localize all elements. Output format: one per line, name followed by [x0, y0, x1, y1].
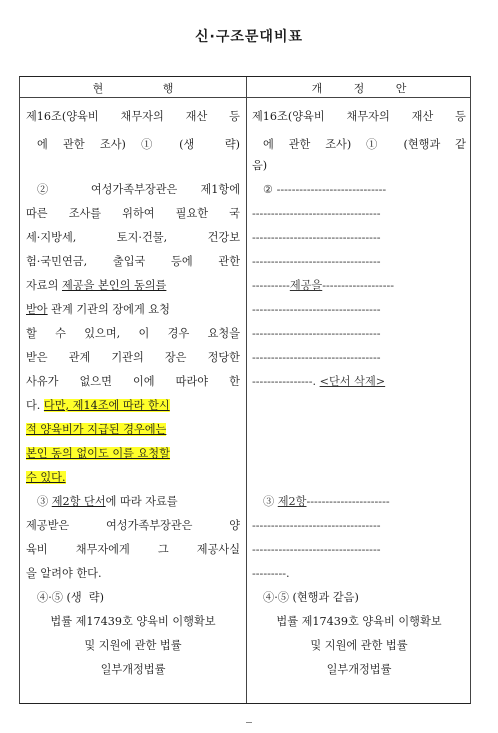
current-text: 에 따라 자료를: [105, 495, 178, 508]
revised-line: ---------.: [252, 567, 290, 580]
revised-line: ----------------------------------: [252, 327, 381, 340]
underlined-text: 제2항 단서: [51, 495, 106, 508]
underlined-text: 제2항: [277, 495, 307, 508]
current-line: 및 지원에 관한 법률: [84, 639, 182, 652]
revised-line: 음): [252, 159, 268, 172]
highlighted-text: 본인 동의 없이도 이를 요청할: [26, 447, 170, 460]
highlighted-text: 적 양육비가 지급된 경우에는: [26, 423, 167, 436]
current-line: ④·⑤ (생 략): [37, 591, 104, 604]
comparison-table: [19, 76, 471, 704]
revised-line: 에 관한 조사) ① (현행과 같: [263, 138, 466, 151]
current-line: 따른 조사를 위하여 필요한 국: [26, 207, 240, 220]
current-line: 을 알려야 한다.: [26, 567, 102, 580]
revised-line: 제16조(양육비 채무자의 재산 등: [252, 110, 466, 123]
current-line: [26, 471, 240, 485]
header-rule: [20, 97, 470, 98]
revised-line: 법률 제17439호 양육비 이행확보: [276, 615, 442, 628]
underlined-text: 제공을 본인의 동의를: [61, 279, 167, 292]
header-current: 현 행: [92, 82, 202, 95]
revised-text: ③: [263, 495, 278, 508]
current-line: 에 관한 조사) ① (생 략): [37, 138, 240, 151]
revised-line: ----------------------------------: [252, 255, 381, 268]
current-line: 험·국민연금, 출입국 등에 관한: [26, 255, 240, 268]
current-line: 제공받은 여성가족부장관은 양: [26, 519, 240, 532]
revised-line: ----------------------------------: [252, 543, 381, 556]
current-line: 사유가 없으면 이에 따라야 한: [26, 375, 240, 388]
header-revised: 개 정 안: [311, 82, 421, 95]
current-line: 일부개정법률: [100, 663, 166, 676]
revised-text: -------------------: [322, 279, 395, 292]
current-line: [26, 423, 240, 437]
underlined-text: 받아: [26, 303, 48, 316]
revised-line: 및 지원에 관한 법률: [310, 639, 408, 652]
revised-line: ----------------------------------: [252, 303, 381, 316]
revised-line: 일부개정법률: [326, 663, 392, 676]
current-text: 다.: [26, 399, 44, 412]
revised-line: [263, 495, 477, 509]
revised-line: ② -----------------------------: [263, 183, 387, 196]
revised-line: ④·⑤ (현행과 같음): [263, 591, 359, 604]
underlined-text: <단서 삭제>: [319, 375, 386, 388]
current-line: [26, 303, 240, 317]
current-line: 할 수 있으며, 이 경우 요청을: [26, 327, 240, 340]
revised-line: ----------------------------------: [252, 519, 381, 532]
page-title: 신·구조문대비표: [195, 29, 303, 45]
current-line: 제16조(양육비 채무자의 재산 등: [26, 110, 240, 123]
revised-line: [252, 279, 466, 293]
highlighted-text: 다만, 제14조에 따라 한시: [43, 399, 170, 412]
current-line: ② 여성가족부장관은 제1항에: [37, 183, 240, 196]
current-text: ③: [37, 495, 52, 508]
revised-line: ----------------------------------: [252, 351, 381, 364]
current-line: [37, 495, 251, 509]
current-line: 육비 채무자에게 그 제공사실: [26, 543, 240, 556]
current-text: 자료의: [26, 279, 62, 292]
revised-line: ----------------------------------: [252, 231, 381, 244]
revised-line: ----------------------------------: [252, 207, 381, 220]
revised-line: [252, 375, 466, 389]
current-line: [26, 279, 240, 293]
underlined-text: 제공을: [289, 279, 323, 292]
current-line: [26, 447, 240, 461]
current-line: [26, 399, 240, 413]
revised-text: ----------------------: [306, 495, 390, 508]
current-line: 세·지방세, 토지·건물, 건강보: [26, 231, 240, 244]
revised-text: ----------------.: [252, 375, 320, 388]
current-line: 받은 관계 기관의 장은 정당한: [26, 351, 240, 364]
highlighted-text: 수 있다.: [26, 471, 66, 484]
revised-text: ----------: [252, 279, 290, 292]
page-footer-mark: [246, 722, 252, 723]
column-divider: [246, 77, 247, 703]
current-line: 법률 제17439호 양육비 이행확보: [50, 615, 216, 628]
current-text: 관계 기관의 장에게 요청: [47, 303, 170, 316]
